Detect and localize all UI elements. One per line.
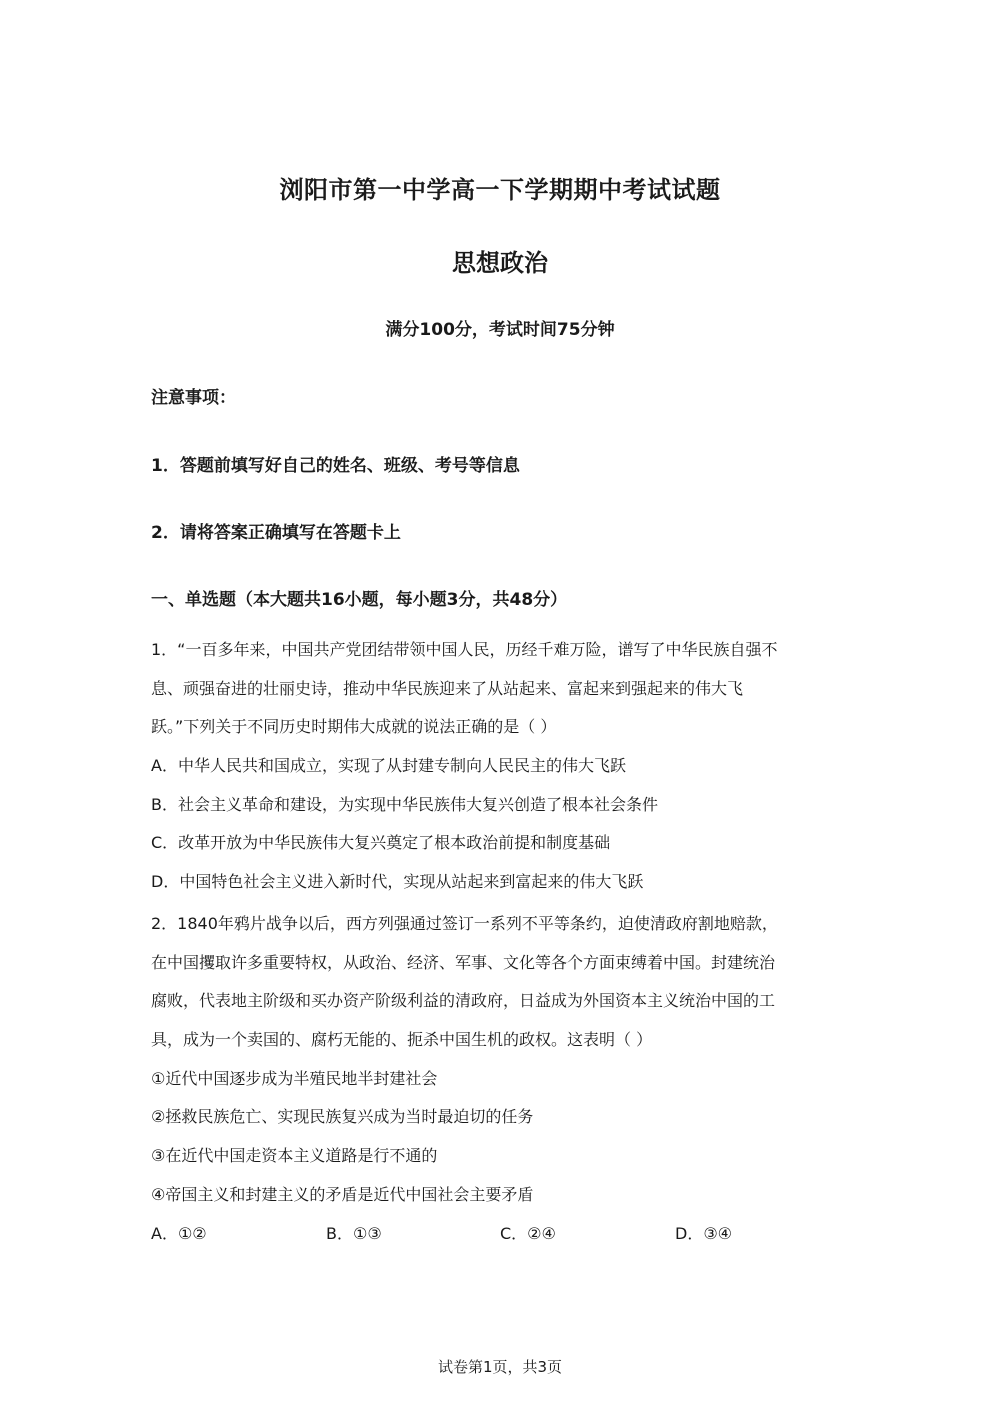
question-1	[151, 631, 856, 902]
page-footer: 试卷第1页，共3页	[437, 1358, 563, 1376]
subject-title: 思想政治	[452, 249, 548, 277]
note-item: 2．请将答案正确填写在答题卡上	[151, 523, 401, 543]
statement-2: ②拯救民族危亡、实现民族复兴成为当时最迫切的任务	[151, 1107, 534, 1127]
option-d: D．③④	[675, 1223, 733, 1243]
option-b: B．①③	[326, 1223, 382, 1243]
notes-heading: 注意事项：	[151, 388, 236, 408]
option-a: A．①②	[151, 1223, 207, 1243]
options-row	[151, 1215, 856, 1254]
score-time-info: 满分100分，考试时间75分钟	[385, 320, 615, 340]
statement-4: ④帝国主义和封建主义的矛盾是近代中国社会主要矛盾	[151, 1184, 534, 1204]
question-stem-line: 1．“一百多年来，中国共产党团结带领中国人民，历经千难万险，谱写了中华民族自强不	[151, 640, 778, 659]
note-item: 1．答题前填写好自己的姓名、班级、考号等信息	[151, 456, 520, 476]
statement-3: ③在近代中国走资本主义道路是行不通的	[151, 1146, 438, 1166]
question-stem-line: 腐败，代表地主阶级和买办资产阶级利益的清政府，日益成为外国资本主义统治中国的工	[151, 991, 776, 1011]
option-c: C．改革开放为中华民族伟大复兴奠定了根本政治前提和制度基础	[151, 833, 611, 853]
question-2	[151, 905, 856, 1253]
option-b: B．社会主义革命和建设，为实现中华民族伟大复兴创造了根本社会条件	[151, 794, 658, 814]
question-stem-line: 具，成为一个卖国的、腐朽无能的、扼杀中国生机的政权。这表明（ ）	[151, 1030, 653, 1050]
option-a: A．中华人民共和国成立，实现了从封建专制向人民民主的伟大飞跃	[151, 756, 626, 776]
option-d: D．中国特色社会主义进入新时代，实现从站起来到富起来的伟大飞跃	[151, 872, 644, 892]
option-c: C．②④	[500, 1223, 556, 1243]
question-stem-line: 在中国攫取许多重要特权，从政治、经济、军事、文化等各个方面束缚着中国。封建统治	[151, 952, 776, 972]
question-stem-line: 息、顽强奋进的壮丽史诗，推动中华民族迎来了从站起来、富起来到强起来的伟大飞	[151, 678, 744, 698]
exam-title: 浏阳市第一中学高一下学期期中考试试题	[279, 176, 721, 204]
question-stem-line: 2．1840年鸦片战争以后，西方列强通过签订一系列不平等条约，迫使清政府割地赔款，	[151, 914, 778, 933]
section-heading: 一、单选题（本大题共16小题，每小题3分，共48分）	[151, 590, 568, 610]
question-stem-line: 跃。”下列关于不同历史时期伟大成就的说法正确的是（ ）	[151, 717, 557, 737]
statement-1: ①近代中国逐步成为半殖民地半封建社会	[151, 1068, 438, 1088]
